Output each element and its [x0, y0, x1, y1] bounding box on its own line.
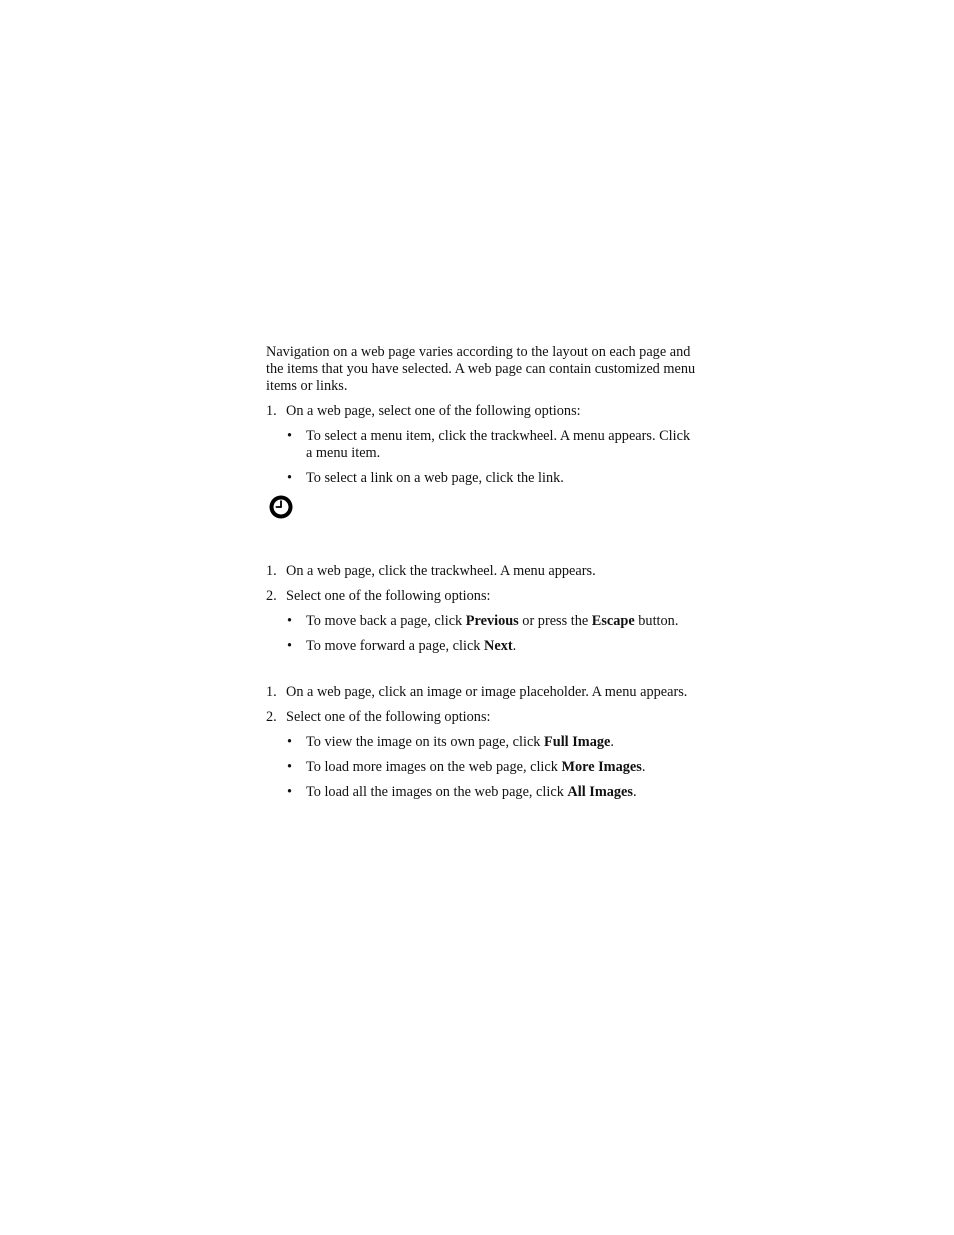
step-item	[266, 684, 696, 701]
step-number: 1.	[266, 403, 277, 419]
bullet-item	[266, 784, 696, 801]
tip-row	[266, 495, 696, 521]
clock-icon	[269, 495, 293, 519]
step-number: 2.	[266, 709, 277, 725]
bullet-dot: •	[287, 734, 293, 750]
text-fragment: To view the image on its own page, click	[306, 734, 545, 750]
bullet-dot: •	[287, 470, 293, 486]
bullet-text	[306, 638, 516, 654]
bullet-text	[306, 613, 678, 629]
text-fragment: .	[632, 784, 637, 800]
bullet-dot: •	[287, 613, 293, 629]
document-body	[266, 344, 696, 809]
bullet-text: To select a link on a web page, click the link.	[306, 470, 564, 486]
bullet-item	[266, 759, 696, 776]
bullet-text	[306, 734, 614, 750]
step-item	[266, 588, 696, 605]
menu-label-full-image: Full Image	[544, 734, 611, 750]
text-fragment: or press the	[518, 613, 592, 629]
section-gap	[266, 663, 696, 684]
bullet-dot: •	[287, 759, 293, 775]
text-fragment: To load all the images on the web page, click	[306, 784, 568, 800]
text-fragment: .	[610, 734, 614, 750]
bullet-item	[266, 638, 696, 655]
bullet-dot: •	[287, 784, 293, 800]
bullet-text	[306, 759, 645, 775]
text-fragment: button.	[634, 613, 679, 629]
step-text: On a web page, click the trackwheel. A menu appears.	[286, 563, 596, 579]
text-fragment: To move back a page, click	[306, 613, 466, 629]
key-label-escape: Escape	[591, 613, 635, 629]
intro-paragraph: Navigation on a web page varies according to the layout on each page and the items that you have selected. A web page can contain customized menu items or links.	[266, 344, 696, 394]
step-item	[266, 403, 696, 420]
text-fragment: To load more images on the web page, click	[306, 759, 562, 775]
step-number: 1.	[266, 684, 277, 700]
menu-label-previous: Previous	[465, 613, 519, 629]
menu-label-all-images: All Images	[567, 784, 633, 800]
bullet-dot: •	[287, 638, 293, 654]
step-text: On a web page, select one of the following options:	[286, 403, 581, 419]
menu-label-next: Next	[484, 638, 513, 654]
text-fragment: .	[641, 759, 646, 775]
bullet-item	[266, 470, 696, 487]
step-text: Select one of the following options:	[286, 588, 491, 604]
menu-label-more-images: More Images	[561, 759, 642, 775]
bullet-dot: •	[287, 428, 293, 444]
text-fragment: .	[512, 638, 517, 654]
bullet-item	[266, 428, 696, 462]
bullet-text: To select a menu item, click the trackwheel. A menu appears. Click a menu item.	[306, 428, 691, 461]
step-text: On a web page, click an image or image placeholder. A menu appears.	[286, 684, 688, 700]
step-item	[266, 563, 696, 580]
step-text: Select one of the following options:	[286, 709, 491, 725]
bullet-text	[306, 784, 637, 800]
text-fragment: To move forward a page, click	[306, 638, 485, 654]
bullet-item	[266, 613, 696, 630]
step-number: 1.	[266, 563, 277, 579]
step-number: 2.	[266, 588, 277, 604]
step-item	[266, 709, 696, 726]
bullet-item	[266, 734, 696, 751]
